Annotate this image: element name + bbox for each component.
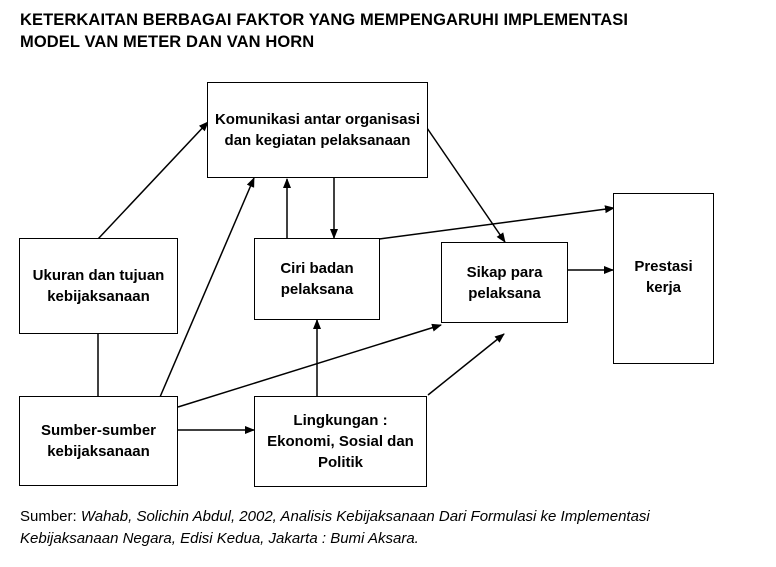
edge-komunikasi-to-sikap (427, 128, 505, 242)
edge-sumber-to-sikap (178, 325, 441, 407)
title-line-2: MODEL VAN METER DAN VAN HORN (20, 33, 315, 51)
source-citation-text: Wahab, Solichin Abdul, 2002, Analisis Kebijaksanaan Dari Formulasi ke Implementasi (80, 508, 650, 525)
node-komunikasi-label: Komunikasi antar organisasi dan kegiatan pelaksanaan (214, 111, 421, 149)
node-lingkungan (254, 396, 427, 487)
node-ciri-label: Ciri badan pelaksana (280, 260, 354, 298)
node-prestasi (613, 193, 714, 364)
source-prefix: Sumber: (20, 508, 81, 525)
node-prestasi-label: Prestasi kerja (634, 258, 693, 296)
source-citation (20, 506, 770, 550)
edge-ciri-to-prestasi (379, 208, 614, 239)
edge-ukuran-to-komunikasi (98, 122, 208, 239)
node-sumber (19, 396, 178, 486)
node-sikap (441, 242, 568, 323)
node-ukuran-label: Ukuran dan tujuan kebijaksanaan (32, 267, 165, 305)
node-ukuran (19, 238, 178, 334)
edge-lingkungan-to-sikap (428, 334, 504, 395)
node-komunikasi (207, 82, 428, 178)
node-sumber-label: Sumber-sumber kebijaksanaan (40, 422, 157, 460)
node-lingkungan-label: Lingkungan : Ekonomi, Sosial dan Politik (267, 412, 414, 471)
source-citation-line-2: Kebijaksanaan Negara, Edisi Kedua, Jakarta : Bumi Aksara. (20, 530, 419, 547)
node-ciri (254, 238, 380, 320)
title-line-1: KETERKAITAN BERBAGAI FAKTOR YANG MEMPENGARUHI IMPLEMENTASI (20, 11, 629, 29)
node-sikap-label: Sikap para pelaksana (466, 263, 543, 302)
